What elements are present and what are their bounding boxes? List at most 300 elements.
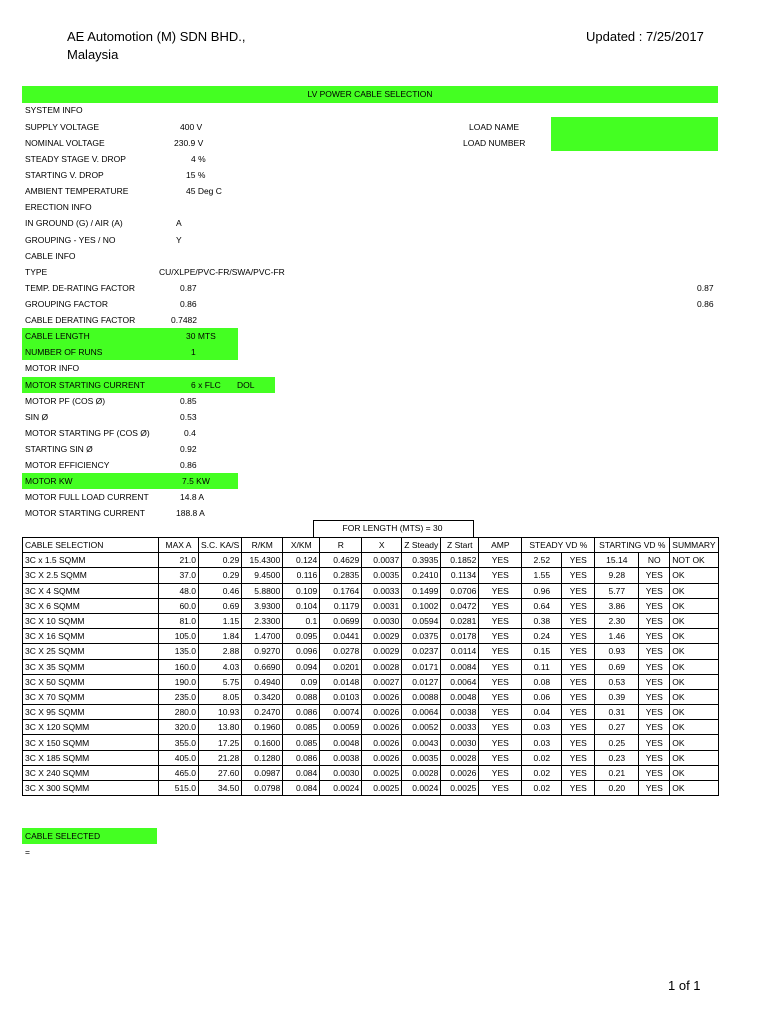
table-cell: 1.4700: [242, 629, 283, 644]
table-cell: 3C X 70 SQMM: [23, 689, 159, 704]
table-cell: 190.0: [159, 674, 199, 689]
table-cell: 0.1134: [441, 568, 479, 583]
table-cell: OK: [670, 735, 718, 750]
header-cell: X/KM: [283, 538, 320, 553]
company-name: [67, 28, 245, 64]
motor-starting-sel-value: 6 x FLC: [191, 380, 221, 390]
table-cell: YES: [479, 735, 522, 750]
table-cell: 0.02: [522, 765, 562, 780]
temp-derating-right: 0.87: [697, 283, 714, 293]
flc-label: MOTOR FULL LOAD CURRENT: [25, 492, 149, 502]
table-cell: YES: [479, 598, 522, 613]
table-cell: YES: [479, 781, 522, 796]
table-cell: 0.0074: [320, 705, 362, 720]
table-cell: 3C X 95 SQMM: [23, 705, 159, 720]
cable-length-value: 30 MTS: [186, 331, 216, 341]
table-cell: 0.088: [283, 689, 320, 704]
table-cell: 3.9300: [242, 598, 283, 613]
table-cell: 0.0148: [320, 674, 362, 689]
table-cell: YES: [639, 629, 670, 644]
table-cell: YES: [639, 644, 670, 659]
table-cell: 0.96: [522, 583, 562, 598]
in-ground-value: A: [176, 218, 182, 228]
motor-start-pf-value: 0.4: [184, 428, 196, 438]
table-cell: YES: [562, 659, 595, 674]
table-cell: 0.086: [283, 750, 320, 765]
table-cell: YES: [562, 674, 595, 689]
table-cell: 0.0043: [402, 735, 441, 750]
table-cell: YES: [562, 750, 595, 765]
table-cell: YES: [562, 705, 595, 720]
table-cell: YES: [562, 735, 595, 750]
motor-starting-method: DOL: [237, 380, 255, 390]
table-cell: 0.0441: [320, 629, 362, 644]
table-cell: 0.0030: [320, 765, 362, 780]
cable-selected-label: CABLE SELECTED: [25, 831, 101, 841]
table-cell: 0.69: [595, 659, 639, 674]
header-cell: X: [362, 538, 402, 553]
table-cell: 0.11: [522, 659, 562, 674]
table-cell: YES: [639, 781, 670, 796]
table-cell: 5.75: [199, 674, 242, 689]
table-row: [23, 553, 719, 568]
table-cell: 0.0024: [402, 781, 441, 796]
table-cell: 0.0048: [441, 689, 479, 704]
table-cell: 0.46: [199, 583, 242, 598]
table-cell: OK: [670, 644, 718, 659]
table-cell: 21.0: [159, 553, 199, 568]
table-cell: YES: [479, 674, 522, 689]
flc-value: 14.8 A: [180, 492, 205, 502]
sin-value: 0.53: [180, 412, 197, 422]
table-cell: 0.104: [283, 598, 320, 613]
table-row: [23, 644, 719, 659]
table-cell: YES: [479, 568, 522, 583]
table-cell: 280.0: [159, 705, 199, 720]
table-cell: 81.0: [159, 613, 199, 628]
table-cell: OK: [670, 705, 718, 720]
table-cell: 1.46: [595, 629, 639, 644]
ambient-label: AMBIENT TEMPERATURE: [25, 186, 129, 196]
table-cell: 0.0025: [362, 781, 402, 796]
steady-drop-label: STEADY STAGE V. DROP: [25, 154, 126, 164]
table-cell: 0.0025: [362, 765, 402, 780]
header-cell: MAX A: [159, 538, 199, 553]
table-cell: YES: [479, 629, 522, 644]
table-cell: OK: [670, 750, 718, 765]
table-cell: 0.0127: [402, 674, 441, 689]
table-cell: 2.3300: [242, 613, 283, 628]
table-cell: 105.0: [159, 629, 199, 644]
table-cell: 0.3420: [242, 689, 283, 704]
table-cell: 0.096: [283, 644, 320, 659]
grouping-factor-right: 0.86: [697, 299, 714, 309]
table-row: [23, 613, 719, 628]
table-cell: YES: [639, 613, 670, 628]
table-cell: 0.24: [522, 629, 562, 644]
table-row: [23, 781, 719, 796]
starting-drop-value: 15 %: [186, 170, 206, 180]
table-cell: 0.086: [283, 705, 320, 720]
table-cell: 1.84: [199, 629, 242, 644]
table-cell: 0.0472: [441, 598, 479, 613]
table-cell: 0.0048: [320, 735, 362, 750]
table-cell: NO: [639, 553, 670, 568]
table-cell: YES: [479, 765, 522, 780]
table-cell: 0.06: [522, 689, 562, 704]
table-cell: 0.38: [522, 613, 562, 628]
efficiency-value: 0.86: [180, 460, 197, 470]
table-cell: 0.0030: [362, 613, 402, 628]
table-cell: YES: [562, 613, 595, 628]
start-sin-value: 0.92: [180, 444, 197, 454]
table-cell: 0.1: [283, 613, 320, 628]
updated-date: Updated : 7/25/2017: [586, 29, 704, 44]
table-cell: OK: [670, 598, 718, 613]
table-cell: 3C X 300 SQMM: [23, 781, 159, 796]
start-sin-label: STARTING SIN Ø: [25, 444, 93, 454]
table-cell: 355.0: [159, 735, 199, 750]
section-cable-info: CABLE INFO: [25, 251, 76, 261]
page-number: 1 of 1: [668, 978, 701, 993]
table-cell: 27.60: [199, 765, 242, 780]
table-cell: 135.0: [159, 644, 199, 659]
header-cell: AMP: [479, 538, 522, 553]
msc-value: 188.8 A: [176, 508, 205, 518]
table-cell: 0.084: [283, 765, 320, 780]
table-cell: 0.0171: [402, 659, 441, 674]
table-cell: 10.93: [199, 705, 242, 720]
table-cell: 0.0029: [362, 629, 402, 644]
table-header-row: [23, 538, 719, 553]
table-cell: 0.0594: [402, 613, 441, 628]
table-cell: 0.0699: [320, 613, 362, 628]
table-cell: 0.0052: [402, 720, 441, 735]
table-cell: 13.80: [199, 720, 242, 735]
table-cell: 0.09: [283, 674, 320, 689]
msc-label: MOTOR STARTING CURRENT: [25, 508, 145, 518]
temp-derating-label: TEMP. DE-RATING FACTOR: [25, 283, 136, 293]
cable-derating-label: CABLE DERATING FACTOR: [25, 315, 136, 325]
table-cell: YES: [639, 674, 670, 689]
table-cell: 0.095: [283, 629, 320, 644]
table-cell: 1.15: [199, 613, 242, 628]
header-cell: STEADY VD %: [522, 538, 595, 553]
table-cell: YES: [639, 735, 670, 750]
table-cell: 0.0026: [362, 750, 402, 765]
table-cell: 0.02: [522, 750, 562, 765]
table-cell: 0.0026: [362, 705, 402, 720]
table-cell: 3C X 35 SQMM: [23, 659, 159, 674]
table-cell: OK: [670, 689, 718, 704]
table-cell: 0.1764: [320, 583, 362, 598]
table-cell: 3.86: [595, 598, 639, 613]
table-cell: 3C X 2.5 SQMM: [23, 568, 159, 583]
steady-drop-value: 4 %: [191, 154, 206, 164]
table-cell: 9.4500: [242, 568, 283, 583]
table-row: [23, 629, 719, 644]
table-cell: YES: [639, 705, 670, 720]
table-cell: NOT OK: [670, 553, 718, 568]
type-value: CU/XLPE/PVC-FR/SWA/PVC-FR: [159, 267, 285, 277]
table-cell: 4.03: [199, 659, 242, 674]
table-cell: 0.03: [522, 735, 562, 750]
table-cell: YES: [639, 583, 670, 598]
table-cell: 0.1499: [402, 583, 441, 598]
table-cell: 0.124: [283, 553, 320, 568]
table-cell: 37.0: [159, 568, 199, 583]
table-cell: YES: [639, 659, 670, 674]
table-cell: 405.0: [159, 750, 199, 765]
table-cell: 0.53: [595, 674, 639, 689]
table-cell: YES: [562, 689, 595, 704]
table-cell: 0.03: [522, 720, 562, 735]
table-cell: 0.1280: [242, 750, 283, 765]
table-cell: 0.1179: [320, 598, 362, 613]
load-number-label: LOAD NUMBER: [463, 138, 526, 148]
table-cell: 0.0027: [362, 674, 402, 689]
motor-kw-label: MOTOR KW: [25, 476, 73, 486]
table-cell: 0.0706: [441, 583, 479, 598]
table-cell: 0.0084: [441, 659, 479, 674]
table-cell: YES: [479, 583, 522, 598]
table-row: [23, 765, 719, 780]
header-cell: STARTING VD %: [595, 538, 670, 553]
table-cell: 0.2835: [320, 568, 362, 583]
table-cell: 0.0024: [320, 781, 362, 796]
table-cell: 5.8800: [242, 583, 283, 598]
table-cell: YES: [562, 598, 595, 613]
table-cell: 3C X 10 SQMM: [23, 613, 159, 628]
table-cell: OK: [670, 613, 718, 628]
table-cell: 0.0031: [362, 598, 402, 613]
table-cell: YES: [639, 750, 670, 765]
table-cell: 0.0028: [362, 659, 402, 674]
starting-drop-label: STARTING V. DROP: [25, 170, 104, 180]
efficiency-label: MOTOR EFFICIENCY: [25, 460, 110, 470]
motor-starting-sel-label: MOTOR STARTING CURRENT: [25, 380, 145, 390]
table-cell: YES: [639, 568, 670, 583]
table-cell: YES: [639, 765, 670, 780]
grouping-factor-label: GROUPING FACTOR: [25, 299, 108, 309]
table-cell: 0.1960: [242, 720, 283, 735]
table-cell: 3C X 25 SQMM: [23, 644, 159, 659]
cable-selection-table: [22, 537, 719, 796]
table-cell: 0.0114: [441, 644, 479, 659]
table-cell: YES: [639, 598, 670, 613]
table-cell: 320.0: [159, 720, 199, 735]
table-cell: 2.52: [522, 553, 562, 568]
motor-pf-value: 0.85: [180, 396, 197, 406]
table-cell: YES: [562, 644, 595, 659]
table-cell: 8.05: [199, 689, 242, 704]
table-cell: 5.77: [595, 583, 639, 598]
cable-selected-equals: =: [25, 847, 30, 857]
supply-voltage-value: 400 V: [180, 122, 203, 132]
table-cell: 0.0201: [320, 659, 362, 674]
table-row: [23, 735, 719, 750]
table-cell: 0.64: [522, 598, 562, 613]
table-cell: 0.0064: [441, 674, 479, 689]
table-cell: 0.1852: [441, 553, 479, 568]
table-cell: 0.0281: [441, 613, 479, 628]
type-label: TYPE: [25, 267, 48, 277]
table-cell: 0.109: [283, 583, 320, 598]
table-cell: 0.0028: [402, 765, 441, 780]
table-cell: 465.0: [159, 765, 199, 780]
table-row: [23, 598, 719, 613]
table-cell: 0.0059: [320, 720, 362, 735]
table-cell: 0.9270: [242, 644, 283, 659]
table-cell: 0.39: [595, 689, 639, 704]
table-cell: 3C X 240 SQMM: [23, 765, 159, 780]
table-cell: 0.29: [199, 553, 242, 568]
table-cell: 0.0028: [441, 750, 479, 765]
table-cell: 0.0033: [362, 583, 402, 598]
load-name-label: LOAD NAME: [469, 122, 520, 132]
table-cell: YES: [479, 659, 522, 674]
section-erection-info: ERECTION INFO: [25, 202, 92, 212]
table-cell: 3C X 150 SQMM: [23, 735, 159, 750]
table-cell: 0.29: [199, 568, 242, 583]
table-cell: 160.0: [159, 659, 199, 674]
table-row: [23, 674, 719, 689]
table-row: [23, 705, 719, 720]
table-cell: 0.0987: [242, 765, 283, 780]
table-cell: 21.28: [199, 750, 242, 765]
motor-start-pf-label: MOTOR STARTING PF (COS Ø): [25, 428, 150, 438]
table-cell: 0.69: [199, 598, 242, 613]
table-cell: 0.0026: [441, 765, 479, 780]
table-cell: 0.6690: [242, 659, 283, 674]
table-cell: YES: [639, 720, 670, 735]
table-cell: YES: [562, 765, 595, 780]
table-cell: 48.0: [159, 583, 199, 598]
table-cell: 0.4940: [242, 674, 283, 689]
table-cell: 3C x 1.5 SQMM: [23, 553, 159, 568]
header-cell: Z Steady: [402, 538, 441, 553]
table-cell: OK: [670, 659, 718, 674]
table-cell: YES: [479, 553, 522, 568]
table-cell: 9.28: [595, 568, 639, 583]
table-cell: 0.04: [522, 705, 562, 720]
table-cell: YES: [479, 750, 522, 765]
nominal-voltage-label: NOMINAL VOLTAGE: [25, 138, 105, 148]
table-cell: YES: [479, 705, 522, 720]
grouping-factor-value: 0.86: [180, 299, 197, 309]
table-cell: YES: [562, 583, 595, 598]
table-cell: YES: [479, 720, 522, 735]
table-cell: 3C X 4 SQMM: [23, 583, 159, 598]
table-cell: YES: [562, 720, 595, 735]
table-cell: 3C X 6 SQMM: [23, 598, 159, 613]
table-cell: YES: [562, 568, 595, 583]
table-row: [23, 583, 719, 598]
motor-pf-label: MOTOR PF (COS Ø): [25, 396, 106, 406]
header-cell: SUMMARY: [670, 538, 718, 553]
table-cell: 0.2410: [402, 568, 441, 583]
table-row: [23, 568, 719, 583]
company-name-line2: Malaysia: [67, 47, 119, 62]
table-cell: YES: [479, 644, 522, 659]
table-cell: 0.23: [595, 750, 639, 765]
table-cell: YES: [562, 629, 595, 644]
table-cell: 0.21: [595, 765, 639, 780]
table-cell: YES: [562, 553, 595, 568]
table-cell: YES: [479, 613, 522, 628]
header-cell: S.C. KA/S: [199, 538, 242, 553]
table-cell: 515.0: [159, 781, 199, 796]
table-cell: OK: [670, 674, 718, 689]
motor-kw-value: 7.5 KW: [182, 476, 210, 486]
table-cell: 0.0278: [320, 644, 362, 659]
header-cell: CABLE SELECTION: [23, 538, 159, 553]
table-cell: 0.085: [283, 720, 320, 735]
table-cell: 0.27: [595, 720, 639, 735]
nominal-voltage-value: 230.9 V: [174, 138, 204, 148]
table-row: [23, 750, 719, 765]
table-cell: 0.0025: [441, 781, 479, 796]
table-cell: 0.02: [522, 781, 562, 796]
table-cell: 0.1002: [402, 598, 441, 613]
table-cell: 0.2470: [242, 705, 283, 720]
section-system-info: SYSTEM INFO: [25, 105, 83, 115]
table-cell: 0.25: [595, 735, 639, 750]
for-length: FOR LENGTH (MTS) = 30: [342, 523, 443, 533]
header-cell: Z Start: [441, 538, 479, 553]
table-cell: 0.0178: [441, 629, 479, 644]
table-cell: 3C X 16 SQMM: [23, 629, 159, 644]
table-cell: 0.93: [595, 644, 639, 659]
table-cell: 0.15: [522, 644, 562, 659]
sheet-title: LV POWER CABLE SELECTION: [307, 89, 433, 99]
table-cell: 0.0026: [362, 735, 402, 750]
table-cell: YES: [562, 781, 595, 796]
table-cell: 15.4300: [242, 553, 283, 568]
table-cell: OK: [670, 629, 718, 644]
table-cell: 0.0237: [402, 644, 441, 659]
table-cell: 2.30: [595, 613, 639, 628]
table-cell: 0.0026: [362, 720, 402, 735]
table-cell: 0.0038: [441, 705, 479, 720]
table-cell: 0.0037: [362, 553, 402, 568]
grouping-label: GROUPING - YES / NO: [25, 235, 116, 245]
table-cell: OK: [670, 765, 718, 780]
cable-derating-value: 0.7482: [171, 315, 197, 325]
runs-value: 1: [191, 347, 196, 357]
table-cell: OK: [670, 568, 718, 583]
table-cell: 0.0064: [402, 705, 441, 720]
table-cell: 2.88: [199, 644, 242, 659]
table-cell: 0.20: [595, 781, 639, 796]
table-cell: 235.0: [159, 689, 199, 704]
table-cell: 0.0035: [362, 568, 402, 583]
table-cell: 0.1600: [242, 735, 283, 750]
supply-voltage-label: SUPPLY VOLTAGE: [25, 122, 100, 132]
table-cell: 0.08: [522, 674, 562, 689]
in-ground-label: IN GROUND (G) / AIR (A): [25, 218, 123, 228]
load-name-band: [551, 117, 718, 151]
table-cell: 0.084: [283, 781, 320, 796]
runs-label: NUMBER OF RUNS: [25, 347, 103, 357]
table-cell: OK: [670, 583, 718, 598]
table-row: [23, 659, 719, 674]
table-cell: 34.50: [199, 781, 242, 796]
table-cell: 1.55: [522, 568, 562, 583]
table-cell: 3C X 185 SQMM: [23, 750, 159, 765]
table-cell: 17.25: [199, 735, 242, 750]
table-cell: 0.0088: [402, 689, 441, 704]
